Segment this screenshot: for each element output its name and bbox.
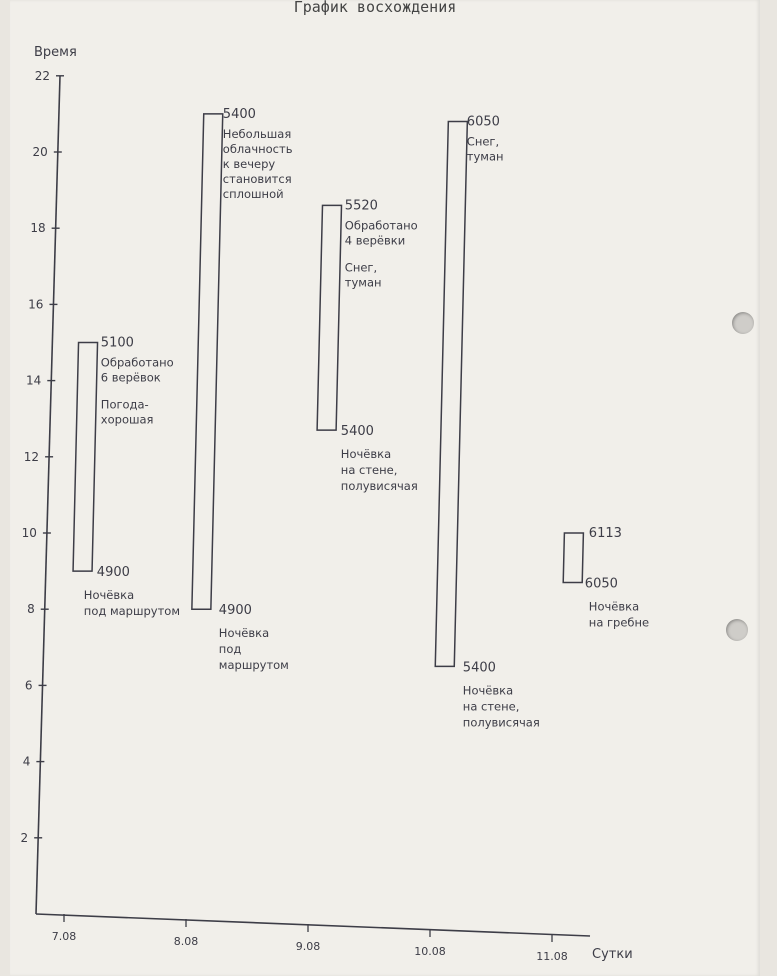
bar-night-note: Ночёвка (340, 447, 392, 462)
y-tick-label: 22 (34, 68, 50, 83)
bar-note: Снег, (344, 260, 378, 275)
bar-end-altitude: 6050 (466, 114, 500, 130)
x-axis-label: Сутки (592, 947, 633, 962)
bar-note: Небольшая (222, 126, 292, 141)
bar-night-note: на стене, (340, 463, 398, 478)
climb-bars (73, 107, 649, 729)
y-tick-label: 18 (30, 221, 46, 236)
bar-night-note: Ночёвка (218, 626, 270, 641)
bar-note: туман (344, 275, 382, 290)
bar-note: сплошной (222, 186, 284, 201)
bar-note: становится (222, 171, 292, 186)
bar-night-note: под маршрутом (83, 604, 181, 619)
bar-note: 6 верёвок (100, 370, 161, 385)
y-tick-label: 4 (22, 754, 31, 769)
y-tick-label: 8 (27, 602, 35, 617)
climb-bar (435, 122, 467, 667)
bar-start-altitude: 6050 (584, 576, 618, 592)
bar-note: хорошая (100, 412, 154, 427)
climb-bar (73, 343, 97, 572)
y-tick-label: 12 (23, 449, 40, 464)
bar-night-note: под (218, 642, 242, 657)
bar-end-altitude: 5100 (100, 335, 134, 351)
bar-note: Обработано (344, 218, 418, 233)
bar-note: Обработано (100, 355, 174, 370)
bar-night-note: на гребне (588, 615, 650, 630)
bar-start-altitude: 5400 (340, 424, 374, 440)
climb-bar (563, 533, 583, 583)
bar-end-altitude: 6113 (588, 526, 622, 541)
x-tick-label: 7.08 (51, 930, 77, 943)
y-tick-label: 16 (28, 297, 44, 312)
y-tick-label: 20 (32, 145, 48, 159)
bar-night-note: Ночёвка (83, 588, 135, 603)
x-tick-label: 10.08 (414, 945, 446, 958)
bar-note: Снег, (466, 134, 500, 149)
bar-night-note: маршрутом (218, 658, 289, 673)
climb-bar (192, 114, 223, 609)
y-tick-label: 2 (20, 830, 29, 845)
bar-start-altitude: 5400 (462, 660, 496, 676)
bar-note: 4 верёвки (344, 233, 406, 248)
bar-night-note: на стене, (462, 699, 520, 714)
bar-start-altitude: 4900 (96, 565, 130, 581)
x-tick-label: 8.08 (173, 935, 199, 948)
y-tick-label: 10 (21, 526, 37, 540)
bar-note: Погода- (100, 397, 149, 412)
bar-note: к вечеру (222, 156, 276, 171)
y-tick-label: 6 (24, 678, 33, 693)
bar-night-note: полувисячая (462, 715, 540, 730)
bar-start-altitude: 4900 (218, 603, 252, 619)
x-tick-label: 11.08 (536, 950, 568, 963)
bar-end-altitude: 5520 (344, 198, 378, 214)
bar-night-note: Ночёвка (588, 599, 640, 614)
bar-note: облачность (222, 141, 293, 156)
x-axis-line (36, 914, 590, 936)
climb-bar (317, 205, 341, 430)
y-tick-label: 14 (25, 373, 42, 388)
bar-night-note: Ночёвка (462, 683, 514, 698)
y-axis-line (36, 76, 60, 914)
bar-night-note: полувисячая (340, 479, 418, 494)
bar-end-altitude: 5400 (222, 106, 256, 122)
chart-title: График восхождения (293, 0, 457, 16)
x-ticks (52, 914, 568, 963)
x-tick-label: 9.08 (295, 940, 321, 953)
bar-note: туман (466, 149, 504, 164)
y-axis-label: Время (34, 45, 77, 60)
